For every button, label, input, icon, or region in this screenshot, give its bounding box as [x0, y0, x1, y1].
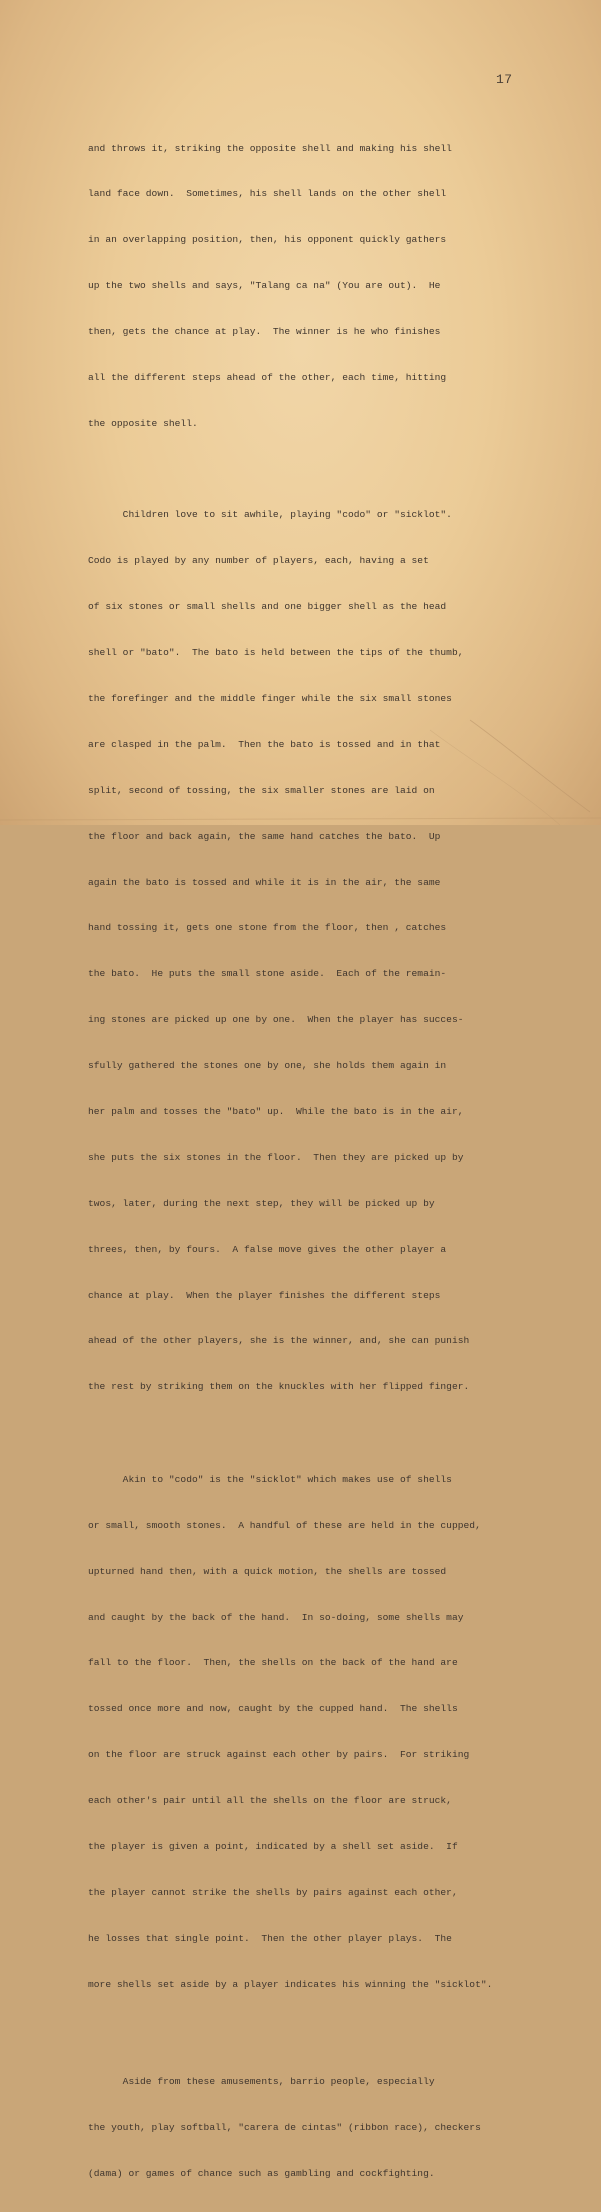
text-line: the bato. He puts the small stone aside. Each of the remain-	[88, 968, 447, 980]
text-line: chance at play. When the player finishes the different steps	[88, 1289, 441, 1301]
text-line: fall to the floor. Then, the shells on the back of the hand are	[88, 1657, 458, 1669]
text-line: the youth, play softball, "carera de cintas" (ribbon race), checkers	[88, 2122, 481, 2133]
text-line: and caught by the back of the hand. In so-doing, some shells may	[88, 1611, 464, 1623]
text-line: then, gets the chance at play. The winner is he who finishes	[88, 326, 441, 338]
paragraph-3	[88, 1441, 558, 2022]
text-line: her palm and tosses the "bato" up. While the bato is in the air,	[88, 1106, 464, 1117]
text-line: threes, then, by fours. A false move gives the other player a	[88, 1243, 447, 1255]
text-line: the player is given a point, indicated by a shell set aside. If	[88, 1840, 458, 1852]
text-line: in an overlapping position, then, his opponent quickly gathers	[88, 234, 447, 246]
body-text	[88, 110, 558, 2212]
text-line: all the different steps ahead of the other, each time, hitting	[88, 372, 447, 384]
text-line: up the two shells and says, "Talang ca na" (You are out). He	[88, 280, 441, 292]
paragraph-4	[88, 2044, 558, 2212]
text-line: again the bato is tossed and while it is in the air, the same	[88, 876, 441, 888]
text-line: (dama) or games of chance such as gambling and cockfighting.	[88, 2167, 435, 2179]
text-line: she puts the six stones in the floor. Then they are picked up by	[88, 1151, 464, 1163]
page-number: 17	[496, 72, 513, 87]
text-line: split, second of tossing, the six smaller stones are laid on	[88, 784, 435, 796]
text-line: on the floor are struck against each other by pairs. For striking	[88, 1749, 470, 1761]
paragraph-2	[88, 477, 558, 1425]
text-line: Codo is played by any number of players, each, having a set	[88, 555, 429, 567]
text-line: tossed once more and now, caught by the cupped hand. The shells	[88, 1703, 458, 1715]
text-line: the rest by striking them on the knuckles with her flipped finger.	[88, 1381, 470, 1393]
text-line: ing stones are picked up one by one. When the player has succes-	[88, 1014, 464, 1026]
text-line: are clasped in the palm. Then the bato is tossed and in that	[88, 738, 441, 750]
text-line: he losses that single point. Then the other player plays. The	[88, 1932, 452, 1944]
text-line: or small, smooth stones. A handful of these are held in the cupped,	[88, 1519, 481, 1531]
text-line: Children love to sit awhile, playing "codo" or "sicklot".	[88, 509, 452, 521]
text-line: ahead of the other players, she is the winner, and, she can punish	[88, 1335, 470, 1347]
text-line: sfully gathered the stones one by one, she holds them again in	[88, 1060, 447, 1072]
text-line: Aside from these amusements, barrio people, especially	[88, 2076, 435, 2088]
text-line: land face down. Sometimes, his shell lands on the other shell	[88, 188, 447, 200]
text-line: of six stones or small shells and one bigger shell as the head	[88, 601, 447, 613]
text-line: and throws it, striking the opposite shell and making his shell	[88, 142, 452, 154]
text-line: Akin to "codo" is the "sicklot" which makes use of shells	[88, 1473, 452, 1485]
text-line: the floor and back again, the same hand catches the bato. Up	[88, 830, 441, 842]
text-line: hand tossing it, gets one stone from the floor, then , catches	[88, 922, 447, 934]
text-line: shell or "bato". The bato is held between the tips of the thumb,	[88, 647, 464, 659]
paragraph-1	[88, 110, 558, 462]
text-line: twos, later, during the next step, they will be picked up by	[88, 1197, 435, 1209]
text-line: the forefinger and the middle finger while the six small stones	[88, 692, 452, 704]
text-line: the opposite shell.	[88, 417, 198, 429]
text-line: more shells set aside by a player indicates his winning the "sicklot".	[88, 1978, 493, 1990]
text-line: the player cannot strike the shells by pairs against each other,	[88, 1886, 458, 1898]
text-line: upturned hand then, with a quick motion, the shells are tossed	[88, 1565, 447, 1577]
text-line: each other's pair until all the shells on the floor are struck,	[88, 1795, 452, 1807]
